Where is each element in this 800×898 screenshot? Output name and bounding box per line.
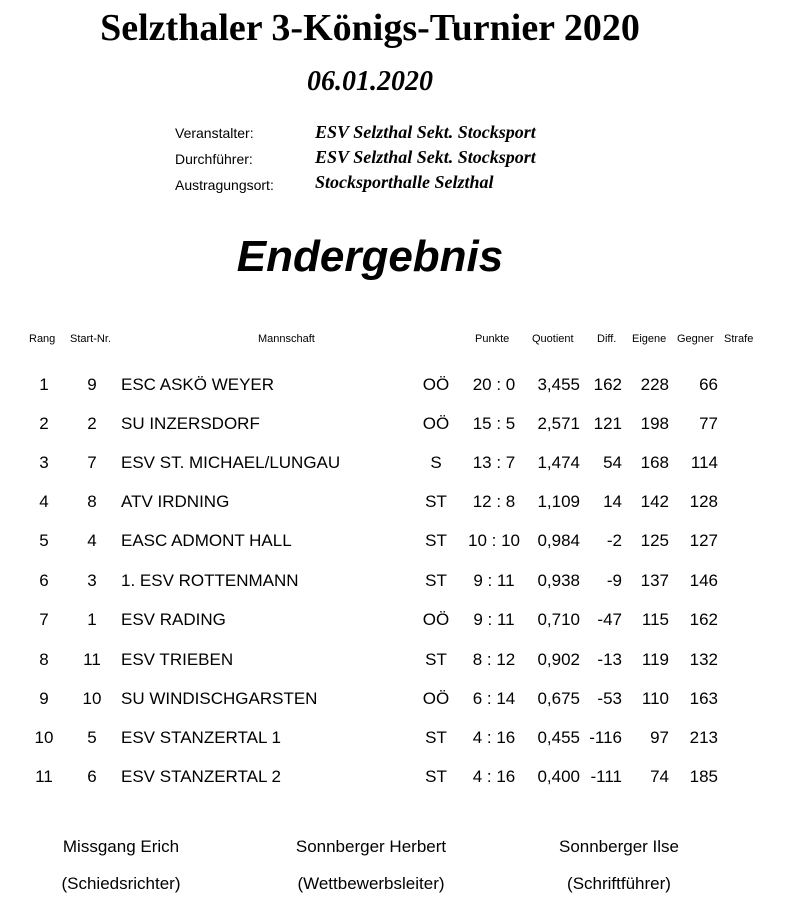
cell-punkte: 12 : 8: [472, 492, 516, 511]
cell-eigene: 137: [640, 571, 669, 590]
table-row: [0, 492, 800, 522]
cell-punkte: 10 : 10: [468, 531, 520, 550]
cell-eigene: 142: [640, 492, 669, 511]
column-header-diff: Diff.: [597, 333, 617, 345]
organizer-label: Veranstalter:: [175, 125, 254, 141]
cell-rang: 5: [39, 531, 49, 550]
cell-rang: 8: [39, 650, 49, 669]
cell-diff: 54: [603, 453, 622, 472]
column-header-start-nr: Start-Nr.: [70, 333, 111, 345]
cell-start-nr: 6: [87, 767, 97, 786]
cell-punkte: 9 : 11: [473, 571, 515, 590]
cell-quotient: 1,474: [537, 453, 580, 472]
cell-state: ST: [425, 767, 447, 786]
cell-team: ESC ASKÖ WEYER: [121, 375, 275, 394]
cell-team: ESV ST. MICHAEL/LUNGAU: [121, 453, 341, 472]
cell-start-nr: 10: [82, 689, 102, 708]
cell-gegner: 127: [689, 531, 718, 550]
table-row: [0, 571, 800, 601]
column-header-gegner: Gegner: [677, 333, 714, 345]
cell-state: S: [430, 453, 442, 472]
cell-rang: 1: [39, 375, 49, 394]
cell-state: ST: [425, 728, 447, 747]
cell-team: ESV STANZERTAL 2: [121, 767, 281, 786]
table-row: [0, 767, 800, 797]
cell-team: ESV STANZERTAL 1: [121, 728, 281, 747]
cell-diff: -111: [590, 767, 622, 786]
cell-gegner: 185: [689, 767, 718, 786]
cell-rang: 4: [39, 492, 49, 511]
cell-eigene: 115: [641, 610, 669, 629]
table-row: [0, 453, 800, 483]
competition-director-name: Sonnberger Herbert: [295, 837, 447, 856]
cell-start-nr: 2: [87, 414, 97, 433]
column-header-team: Mannschaft: [258, 333, 315, 345]
table-row: [0, 689, 800, 719]
venue-value: Stocksporthalle Selzthal: [315, 172, 494, 192]
venue-label: Austragungsort:: [175, 177, 274, 193]
cell-state: ST: [425, 650, 447, 669]
cell-punkte: 15 : 5: [472, 414, 516, 433]
cell-state: OÖ: [422, 414, 450, 433]
cell-start-nr: 4: [87, 531, 97, 550]
table-row: [0, 531, 800, 561]
cell-team: ESV RADING: [121, 610, 226, 629]
cell-start-nr: 5: [87, 728, 97, 747]
cell-state: OÖ: [422, 375, 450, 394]
cell-state: ST: [425, 492, 447, 511]
cell-team: ESV TRIEBEN: [121, 650, 234, 669]
executor-label: Durchführer:: [175, 151, 253, 167]
cell-punkte: 4 : 16: [472, 767, 516, 786]
column-header-strafe: Strafe: [724, 333, 754, 345]
cell-start-nr: 7: [87, 453, 97, 472]
cell-eigene: 125: [640, 531, 669, 550]
tournament-date: 06.01.2020: [307, 66, 433, 97]
cell-quotient: 2,571: [537, 414, 580, 433]
cell-quotient: 0,455: [537, 728, 580, 747]
cell-quotient: 0,710: [537, 610, 580, 629]
cell-diff: -2: [606, 531, 622, 550]
cell-start-nr: 8: [87, 492, 97, 511]
secretary-role: (Schriftführer): [567, 874, 671, 893]
table-row: [0, 728, 800, 758]
cell-diff: -13: [597, 650, 622, 669]
cell-quotient: 0,400: [537, 767, 580, 786]
cell-rang: 9: [39, 689, 49, 708]
cell-gegner: 114: [690, 453, 718, 472]
column-header-eigene: Eigene: [632, 333, 667, 345]
cell-start-nr: 11: [83, 650, 101, 669]
cell-rang: 2: [39, 414, 49, 433]
cell-state: ST: [425, 571, 447, 590]
cell-gegner: 128: [689, 492, 718, 511]
cell-diff: -47: [597, 610, 622, 629]
cell-rang: 11: [35, 767, 53, 786]
cell-diff: -9: [606, 571, 622, 590]
cell-punkte: 20 : 0: [472, 375, 516, 394]
cell-diff: 14: [603, 492, 622, 511]
cell-rang: 6: [39, 571, 49, 590]
cell-diff: 162: [593, 375, 622, 394]
cell-gegner: 213: [689, 728, 718, 747]
cell-start-nr: 9: [87, 375, 97, 394]
cell-start-nr: 3: [87, 571, 97, 590]
cell-punkte: 13 : 7: [472, 453, 516, 472]
cell-quotient: 3,455: [537, 375, 580, 394]
tournament-title: Selzthaler 3-Königs-Turnier 2020: [100, 7, 640, 49]
cell-team: ATV IRDNING: [121, 492, 230, 511]
executor-value: ESV Selzthal Sekt. Stocksport: [315, 147, 536, 167]
column-header-rang: Rang: [29, 333, 56, 345]
cell-diff: -116: [589, 728, 622, 747]
cell-punkte: 6 : 14: [472, 689, 516, 708]
cell-eigene: 228: [640, 375, 669, 394]
cell-quotient: 0,902: [537, 650, 580, 669]
cell-rang: 7: [39, 610, 49, 629]
cell-team: 1. ESV ROTTENMANN: [121, 571, 299, 590]
cell-team: SU WINDISCHGARSTEN: [121, 689, 318, 708]
cell-quotient: 0,938: [537, 571, 580, 590]
cell-gegner: 146: [689, 571, 718, 590]
cell-quotient: 1,109: [537, 492, 580, 511]
referee-role: (Schiedsrichter): [61, 874, 181, 893]
cell-team: EASC ADMONT HALL: [121, 531, 292, 550]
cell-eigene: 168: [640, 453, 669, 472]
cell-gegner: 162: [689, 610, 718, 629]
cell-state: OÖ: [422, 610, 450, 629]
cell-quotient: 0,984: [537, 531, 580, 550]
cell-rang: 10: [34, 728, 54, 747]
column-header-punkte: Punkte: [475, 333, 510, 345]
cell-eigene: 110: [641, 689, 669, 708]
organizer-value: ESV Selzthal Sekt. Stocksport: [315, 122, 536, 142]
cell-quotient: 0,675: [537, 689, 580, 708]
cell-start-nr: 1: [87, 610, 97, 629]
cell-punkte: 4 : 16: [472, 728, 516, 747]
cell-state: ST: [425, 531, 447, 550]
cell-gegner: 77: [699, 414, 718, 433]
table-row: [0, 650, 800, 680]
referee-name: Missgang Erich: [62, 837, 180, 856]
cell-gegner: 163: [689, 689, 718, 708]
cell-punkte: 8 : 12: [472, 650, 516, 669]
table-row: [0, 414, 800, 444]
column-header-quotient: Quotient: [532, 333, 574, 345]
cell-eigene: 97: [650, 728, 669, 747]
cell-gegner: 66: [699, 375, 718, 394]
cell-team: SU INZERSDORF: [121, 414, 260, 433]
cell-rang: 3: [39, 453, 49, 472]
results-heading: Endergebnis: [236, 232, 504, 281]
cell-diff: -53: [597, 689, 622, 708]
table-row: [0, 610, 800, 640]
cell-diff: 121: [593, 414, 622, 433]
cell-punkte: 9 : 11: [473, 610, 515, 629]
table-row: [0, 375, 800, 405]
secretary-name: Sonnberger Ilse: [558, 837, 680, 856]
competition-director-role: (Wettbewerbsleiter): [297, 874, 445, 893]
cell-eigene: 198: [640, 414, 669, 433]
cell-eigene: 119: [641, 650, 669, 669]
cell-state: OÖ: [422, 689, 450, 708]
cell-gegner: 132: [689, 650, 718, 669]
cell-eigene: 74: [650, 767, 669, 786]
